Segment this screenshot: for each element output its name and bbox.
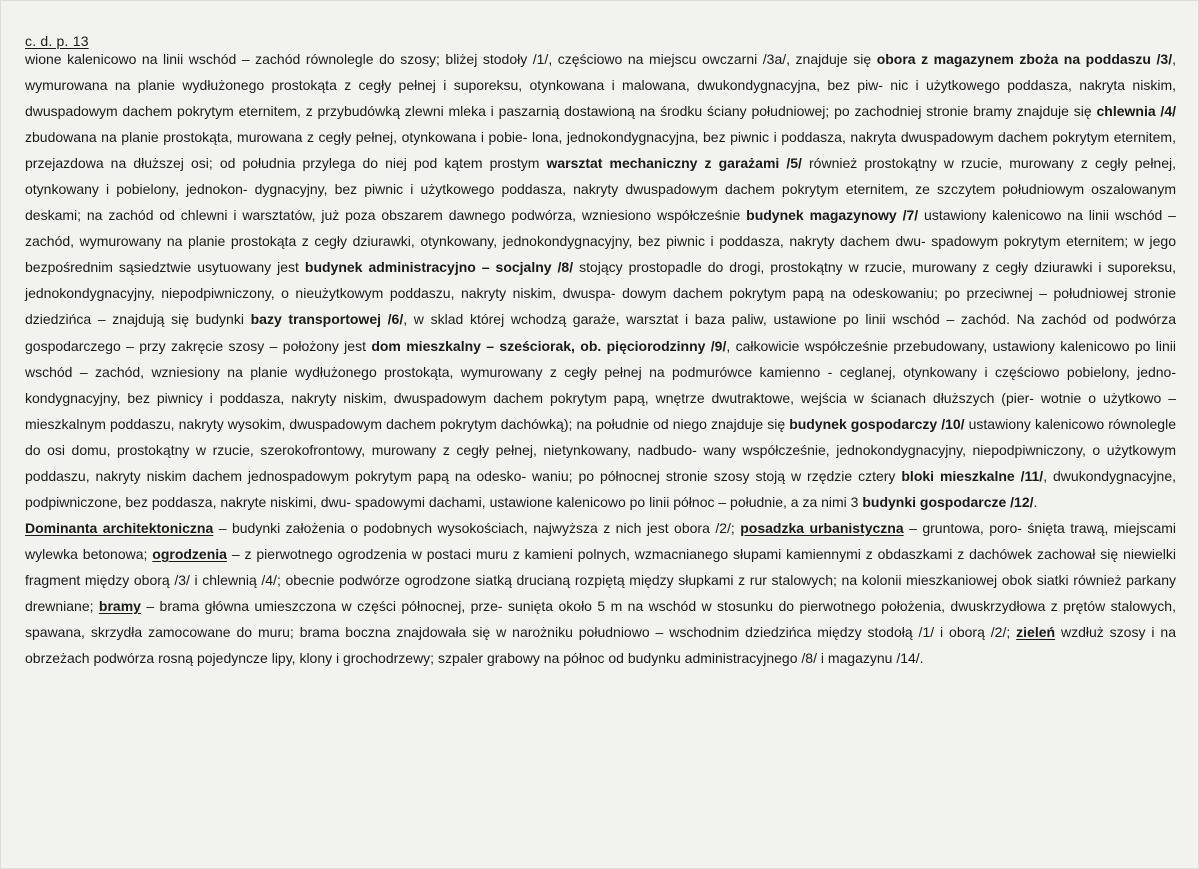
text-run: – budynki założenia o podobnych wysokościach, najwyższa z nich jest obora /2/; [213,519,741,536]
paragraph-site-features [25,515,1176,671]
bold-term-dom-mieszkalny: dom mieszkalny – sześciorak, ob. pięciorodzinny /9/ [371,337,727,354]
bold-term-budynek-magazynowy: budynek magazynowy /7/ [746,207,919,224]
text-run: stojący prostopadle do drogi, prostokątny w rzucie, murowany z cegły dziurawki i suporeksu, jednokondygnacyjny, niepodpiwniczony, o nieużytkowym poddaszu, nakryty niskim, dwuspa- dowym dachem pokrytym papą na odeskowaniu; po przeciwnej – południowej stronie dziedzińca – znajdują się budynki [25,259,1176,328]
text-run: wzdłuż szosy i na obrzeżach podwórza rosną pojedyncze lipy, klony i grochodrzewy; szpaler grabowy na północ od budynku administracyjnego /8/ i magazynu /14/. [25,624,1176,667]
text-run: wione kalenicowo na linii wschód – zachód równolegle do szosy; bliżej stodoły /1/, częściowo na miejscu owczarni /3a/, znajduje się [25,51,877,67]
heading-term-ogrodzenia: ogrodzenia [152,545,227,562]
text-run: również prostokątny w rzucie, murowany z cegły pełnej, otynkowany i pobielony, jednokon- dygnacyjny, bez piwnic i użytkowego poddasza, nakryty dwuspadowym dachem pokrytym eternitem, ze szczytem południowym oszalowanym deskami; na zachód od chlewni i warsztatów, już poza obszarem dawnego podwórza, wzniesiono współcześnie [25,155,1176,224]
document-body [25,46,1176,671]
bold-term-budynek-gospodarczy: budynek gospodarczy /10/ [789,415,965,432]
text-run: – z pierwotnego ogrodzenia w postaci muru z kamieni polnych, wzmacnianego słupami kamiennymi z obdaszkami z dachówek zachował się niewielki fragment między oborą /3/ i chlewnią /4/; obecnie podwórze ogrodzone siatką drucianą rozpiętą między słupkami z rur stalowych; na kolonii mieszkaniowej obok siatki również parkany drewniane; [25,545,1176,614]
bold-term-bloki-mieszkalne: bloki mieszkalne /11/ [901,467,1044,484]
heading-term-zielen: zieleń [1016,624,1056,641]
text-run: , dwukondygnacyjne, podpiwniczone, bez poddasza, nakryte niskimi, dwu- spadowymi dachami, ustawione kalenicowo po linii północ – południe, a za nimi 3 [25,467,1176,510]
bold-term-obora: obora z magazynem zboża na poddaszu /3/ [876,51,1173,67]
heading-term-bramy: bramy [98,597,141,614]
text-run: ustawiony kalenicowo na linii wschód – zachód, wymurowany na planie prostokąta z cegły dziurawki, otynkowany, jednokondygnacyjny, bez piwnic i poddasza, nakryty dachem dwu- spadowym pokrytym eternitem; w jego bezpośrednim sąsiedztwie usytuowany jest [25,207,1176,276]
heading-term-dominanta: Dominanta architektoniczna [25,519,214,536]
bold-term-baza-transportowa: bazy transportowej /6/ [250,311,404,328]
bold-term-budynek-administracyjny: budynek administracyjno – socjalny /8/ [304,259,574,276]
text-run: ustawiony kalenicowo równolegle do osi domu, prostokątny w rzucie, szerokofrontowy, murowany z cegły pełnej, nietynkowany, nadbudo- wany współcześnie, jednokondygnacyjny, niepodpiwniczony, o użytkowym poddaszu, nakryty niskim dachem jednospadowym pokrytym papą na odesko- waniu; po północnej stronie szosy stoją w rzędzie cztery [25,415,1176,484]
bold-term-warsztat: warsztat mechaniczny z garażami /5/ [546,155,802,172]
bold-term-chlewnia: chlewnia /4/ [1096,103,1176,120]
text-run: . [1033,493,1038,510]
paragraph-buildings-description [25,46,1176,515]
text-run: , całkowicie współcześnie przebudowany, ustawiony kalenicowo po linii wschód – zachód, wzniesiony na planie wydłużonego prostokąta, wymurowany z cegły pełnej na podmurówce kamienno - ceglanej, otynkowany i częściowo pobielony, jedno- kondygnacyjny, bez piwnicy i poddasza, nakryty niskim, dwuspadowym dachem pokrytym papą, wnętrze dwutraktowe, wejścia w ścianach dłuższych (pier- wotnie o użytkowo – mieszkalnym poddaszu, nakryty wysokim, dwuspadowym dachem pokrytym dachówką); na południe od niego znajduje się [25,337,1176,432]
bold-term-budynki-gospodarcze: budynki gospodarcze /12/ [862,493,1034,510]
text-run: – brama główna umieszczona w części północnej, prze- sunięta około 5 m na wschód w stosunku do pierwotnego położenia, dwuskrzydłowa z prętów stalowych, spawana, skrzydła zamocowane do muru; brama boczna znajdowała się w narożniku południowo – wschodnim dziedzińca między stodołą /1/ i oborą /2/; [25,597,1176,641]
text-run: , wymurowana na planie wydłużonego prostokąta z cegły pełnej i suporeksu, otynkowana i malowana, dwukondygnacyjna, bez piw- nic i użytkowego poddasza, nakryta niskim, dwuspadowym dachem pokrytym eternitem, z przybudówką zlewni mleka i paszarnią dostawioną na środku ściany południowej; po zachodniej stronie bramy znajduje się [25,51,1176,120]
text-run: zbudowana na planie prostokąta, murowana z cegły pełnej, otynkowana i pobie- lona, jednokondygnacyjna, bez piwnic i poddasza, nakryta dwuspadowym dachem pokrytym eternitem, przejazdowa na dłuższej osi; od południa przylega do niej pod kątem prostym [25,129,1176,172]
page-continuation-label: c. d. p. 13 [25,33,89,49]
text-run: , w sklad której wchodzą garaże, warsztat i baza paliw, ustawione po linii wschód – zachód. Na zachód od podwórza gospodarczego – przy zakręcie szosy – położony jest [25,311,1176,354]
heading-term-posadzka: posadzka urbanistyczna [740,519,904,536]
text-run: – gruntowa, poro- śnięta trawą, miejscami wylewka betonowa; [25,519,1177,562]
